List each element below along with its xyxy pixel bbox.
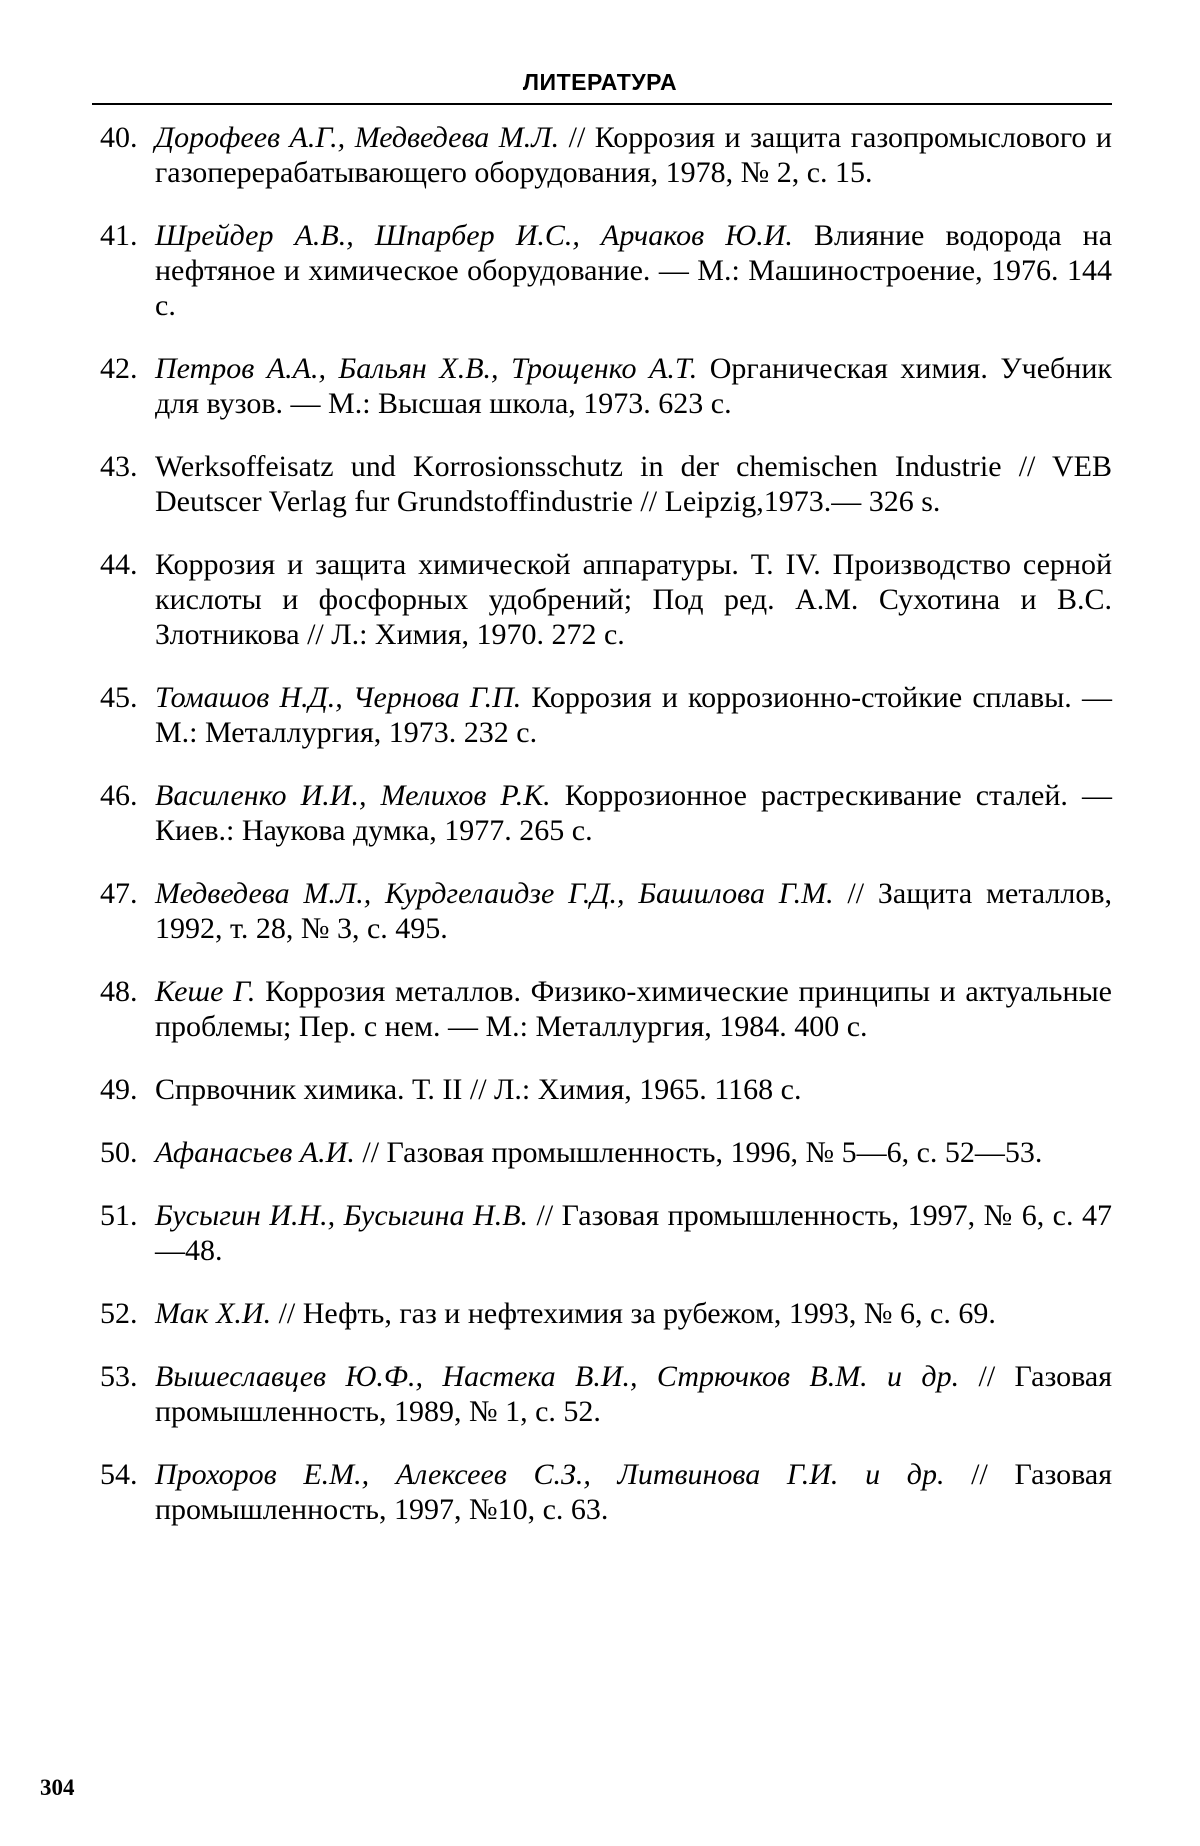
reference-item [100,1198,1112,1268]
reference-item [100,120,1112,190]
running-head-title: ЛИТЕРАТУРА [522,69,678,95]
reference-item [100,218,1112,323]
reference-text: Органическая химия. Учебник для вузов. — М.: Высшая школа, 1973. 623 с. [155,352,1112,420]
reference-item [100,778,1112,848]
reference-number: 53. [100,1360,138,1393]
page-number: 304 [40,1775,75,1800]
reference-number: 49. [100,1073,138,1106]
reference-text: // Газовая промышленность, 1996, № 5—6, с. 52—53. [354,1136,1043,1169]
reference-text: // Нефть, газ и нефтехимия за рубежом, 1993, № 6, с. 69. [271,1297,996,1330]
reference-number: 45. [100,681,138,714]
reference-text: Коррозия и защита химической аппаратуры. Т. IV. Производство серной кислоты и фосфорных удобрений; Под ред. А.М. Сухотина и В.С. Злотникова // Л.: Химия, 1970. 272 с. [155,548,1112,651]
reference-item [100,1135,1112,1170]
reference-text: Влияние водорода на нефтяное и химическое оборудование. — М.: Машиностроение, 1976. 144 с. [155,219,1113,322]
reference-authors: Василенко И.И., Мелихов Р.К. [155,779,551,812]
reference-number: 52. [100,1297,138,1330]
reference-authors: Дорофеев А.Г., Медведева М.Л. [155,121,560,154]
reference-text: // Коррозия и защита газопромыслового и газоперерабатывающего оборудования, 1978, № 2, с. 15. [155,121,1112,189]
reference-number: 41. [100,219,138,252]
reference-number: 54. [100,1458,138,1491]
reference-authors: Томашов Н.Д., Чернова Г.П. [155,681,522,714]
reference-item [100,1457,1112,1527]
reference-list [100,120,1112,1555]
reference-authors: Афанасьев А.И. [155,1136,355,1169]
reference-text: Коррозия и коррозионно-стойкие сплавы. — М.: Металлургия, 1973. 232 с. [155,681,1112,749]
reference-number: 50. [100,1136,138,1169]
reference-authors: Вышеславцев Ю.Ф., Настека В.И., Стрючков В.М. и др. [155,1360,960,1393]
reference-number: 47. [100,877,138,910]
reference-item [100,1296,1112,1331]
reference-item [100,1072,1112,1107]
reference-item [100,876,1112,946]
reference-text: // Газовая промышленность, 1997, №10, с. 63. [155,1458,1113,1526]
reference-item [100,1359,1112,1429]
reference-item [100,547,1112,652]
reference-text: // Защита металлов, 1992, т. 28, № 3, с. 495. [155,877,1112,945]
reference-authors: Шрейдер А.В., Шпарбер И.С., Арчаков Ю.И. [155,219,793,252]
header-rule [92,103,1112,105]
reference-text: // Газовая промышленность, 1989, № 1, с. 52. [155,1360,1112,1428]
reference-item [100,680,1112,750]
reference-item [100,449,1112,519]
reference-number: 46. [100,779,138,812]
reference-number: 44. [100,548,138,581]
reference-text: Спрвочник химика. Т. II // Л.: Химия, 1965. 1168 с. [155,1073,802,1106]
reference-authors: Петров А.А., Бальян Х.В., Трощенко А.Т. [155,352,698,385]
reference-authors: Кеше Г. [155,975,256,1008]
reference-authors: Бусыгин И.Н., Бусыгина Н.В. [155,1199,529,1232]
reference-text: Коррозионное растрескивание сталей. — Киев.: Наукова думка, 1977. 265 с. [155,779,1112,847]
reference-item [100,974,1112,1044]
reference-item [100,351,1112,421]
reference-number: 40. [100,121,138,154]
reference-authors: Прохоров Е.М., Алексеев С.З., Литвинова Г.И. и др. [155,1458,945,1491]
reference-number: 48. [100,975,138,1008]
reference-text: // Газовая промышленность, 1997, № 6, с. 47—48. [155,1199,1112,1267]
reference-number: 42. [100,352,138,385]
reference-text: Коррозия металлов. Физико-химические принципы и актуальные проблемы; Пер. с нем. — М.: Металлургия, 1984. 400 с. [155,975,1112,1043]
reference-number: 51. [100,1199,138,1232]
reference-authors: Медведева М.Л., Курдгелаидзе Г.Д., Башилова Г.М. [155,877,834,910]
reference-text: Werksoffeisatz und Korrosionsschutz in der chemischen Industrie // VEB Deutscer Verlag fur Grundstoffindustrie // Leipzig,1973.— 326 s. [155,450,1112,518]
reference-number: 43. [100,450,138,483]
reference-authors: Мак Х.И. [155,1297,272,1330]
